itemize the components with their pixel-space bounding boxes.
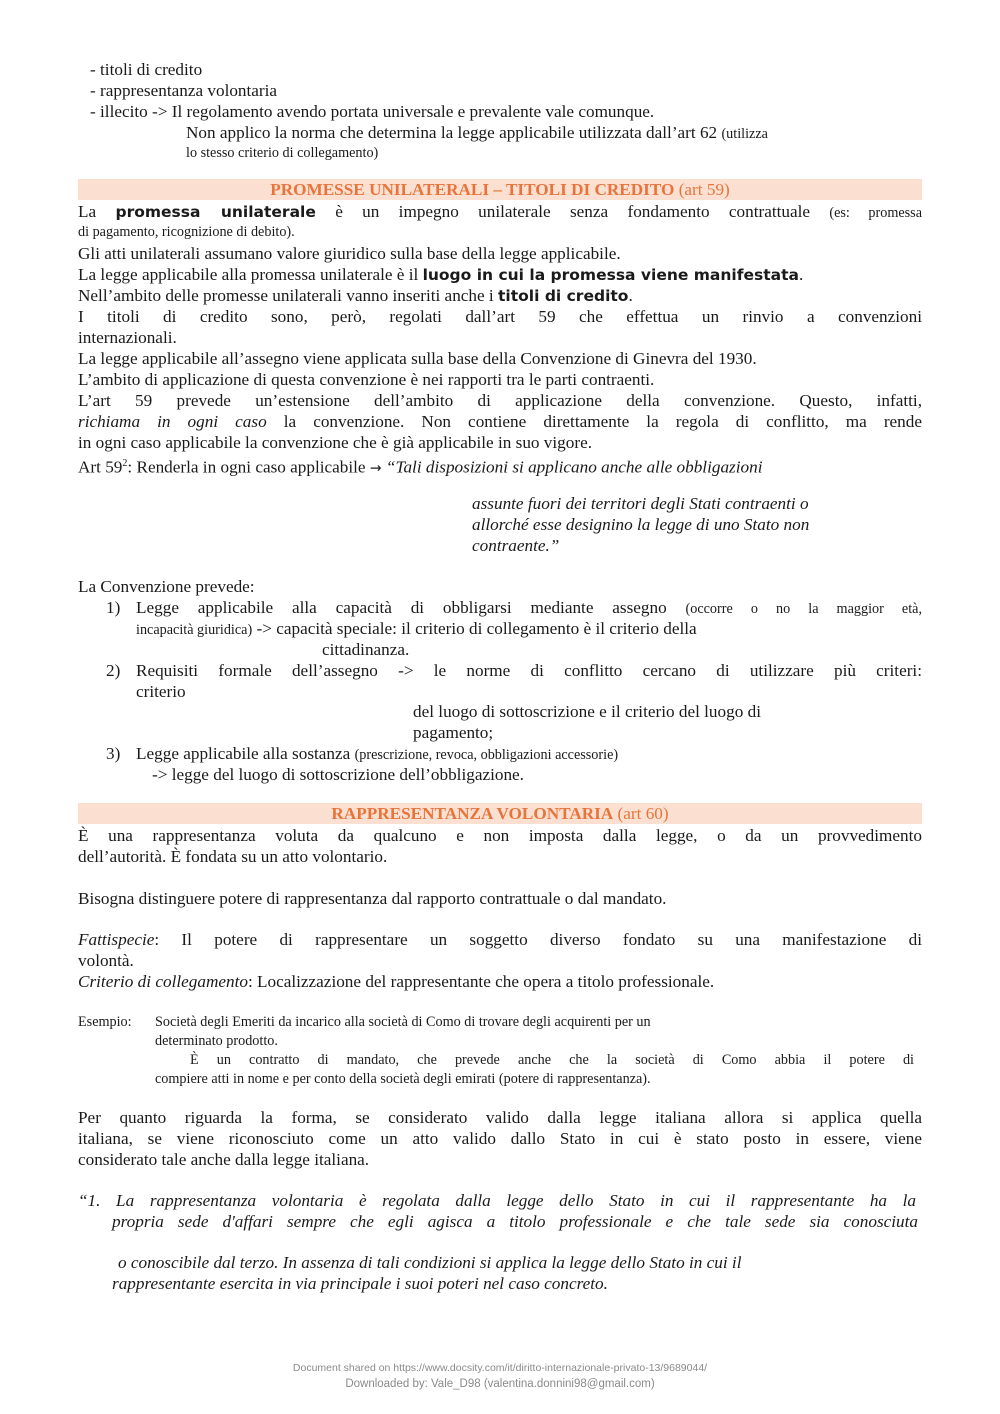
- paragraph-line: I titoli di credito sono, però, regolati dall’art 59 che effettua un rinvio a convenzioni: [78, 307, 922, 326]
- quote-line: rappresentante esercita in via principale i suoi poteri nel caso concreto.: [112, 1274, 608, 1293]
- list-item: - titoli di credito: [90, 60, 203, 79]
- section-article-ref: (art 59): [678, 180, 730, 199]
- example-line: È un contratto di mandato, che prevede anche che la società di Como abbia il potere di: [190, 1052, 914, 1068]
- list-item: - rappresentanza volontaria: [90, 81, 278, 100]
- paragraph-line: È una rappresentanza voluta da qualcuno e non imposta dalla legge, o da un provvedimento: [78, 826, 922, 845]
- list-item-continuation: lo stesso criterio di collegamento): [186, 145, 379, 161]
- arrow-right-icon: →: [369, 460, 382, 477]
- paragraph-line: richiama in ogni caso la convenzione. Non contiene direttamente la regola di conflitto, ma rende: [78, 412, 922, 431]
- paragraph-line: Nell’ambito delle promesse unilaterali vanno inseriti anche i titoli di credito.: [78, 286, 633, 305]
- example-label: Esempio:: [78, 1014, 132, 1030]
- list-item: Legge applicabile alla capacità di obbligarsi mediante assegno (occorre o no la maggior età,: [136, 598, 922, 617]
- section-article-ref: (art 60): [617, 804, 669, 823]
- paragraph-line: La Convenzione prevede:: [78, 577, 255, 596]
- paragraph-line: di pagamento, ricognizione di debito).: [78, 224, 295, 240]
- example-line: Società degli Emeriti da incarico alla società di Como di trovare degli acquirenti per un: [155, 1014, 651, 1030]
- example-line: determinato prodotto.: [155, 1033, 278, 1049]
- paragraph-line: L’ambito di applicazione di questa convenzione è nei rapporti tra le parti contraenti.: [78, 370, 655, 389]
- list-number: 2): [106, 661, 121, 680]
- bold-term: titoli di credito: [498, 287, 629, 305]
- paragraph-line: dell’autorità. È fondata su un atto volontario.: [78, 847, 388, 866]
- section-title: PROMESSE UNILATERALI – TITOLI DI CREDITO: [270, 180, 675, 199]
- list-item: - illecito -> Il regolamento avendo portata universale e prevalente vale comunque.: [90, 102, 655, 121]
- list-item-continuation: cittadinanza.: [322, 640, 410, 659]
- paragraph-line: Per quanto riguarda la forma, se considerato valido dalla legge italiana allora si applica quella: [78, 1108, 922, 1127]
- paragraph-line: internazionali.: [78, 328, 177, 347]
- section-title: RAPPRESENTANZA VOLONTARIA: [331, 804, 614, 823]
- bold-term: promessa unilaterale: [115, 203, 316, 221]
- list-item-continuation: pagamento;: [413, 723, 494, 742]
- paragraph-line: La promessa unilaterale è un impegno unilaterale senza fondamento contrattuale (es: promessa: [78, 202, 923, 221]
- list-item-continuation: criterio: [136, 682, 186, 701]
- list-item-continuation: Non applico la norma che determina la legge applicabile utilizzata dall’art 62 (utilizza: [186, 123, 768, 142]
- bold-term: luogo in cui la promessa viene manifestata: [422, 266, 799, 284]
- paragraph-line: Criterio di collegamento: Localizzazione del rappresentante che opera a titolo professionale.: [78, 972, 715, 991]
- section-heading: [78, 803, 922, 824]
- paragraph-line: Art $59^2$: Renderla in ogni caso applicabile → “Tali disposizioni si applicano anche alle obbligazioni: [78, 457, 763, 477]
- paragraph-line: considerato tale anche dalla legge italiana.: [78, 1150, 370, 1169]
- paragraph-line: La legge applicabile all’assegno viene applicata sulla base della Convenzione di Ginevra del 1930.: [78, 349, 757, 368]
- list-item-continuation: del luogo di sottoscrizione e il criterio del luogo di: [413, 702, 761, 721]
- section-heading: [78, 179, 922, 200]
- paragraph-line: Bisogna distinguere potere di rappresentanza dal rapporto contrattuale o dal mandato.: [78, 889, 667, 908]
- list-number: 1): [106, 598, 121, 617]
- paragraph-line: L’art 59 prevede un’estensione dell’ambito di applicazione della convenzione. Questo, infatti,: [78, 391, 922, 410]
- list-item: Legge applicabile alla sostanza (prescrizione, revoca, obbligazioni accessorie): [136, 744, 619, 763]
- example-line: compiere atti in nome e per conto della società degli emirati (potere di rappresentanza).: [155, 1071, 651, 1087]
- footer-download-note: Downloaded by: Vale_D98 (valentina.donnini98@gmail.com): [345, 1378, 655, 1390]
- list-number: 3): [106, 744, 121, 763]
- quote-line: “1. La rappresentanza volontaria è regolata dalla legge dello Stato in cui il rappresentante ha la: [78, 1191, 916, 1210]
- list-item-continuation: incapacità giuridica) -> capacità speciale: il criterio di collegamento è il criterio della: [136, 619, 697, 638]
- list-item: Requisiti formale dell’assegno -> le norme di conflitto cercano di utilizzare più criteri:: [136, 661, 922, 680]
- paragraph-line: La legge applicabile alla promessa unilaterale è il luogo in cui la promessa viene manifestata.: [78, 265, 804, 284]
- paragraph-line: Gli atti unilaterali assumano valore giuridico sulla base della legge applicabile.: [78, 244, 621, 263]
- quote-line: o conoscibile dal terzo. In assenza di tali condizioni si applica la legge dello Stato in cui il: [118, 1253, 742, 1272]
- footer-shared-note: Document shared on https://www.docsity.com/it/diritto-internazionale-privato-13/9689044/: [292, 1362, 708, 1374]
- paragraph-line: italiana, se viene riconosciuto come un atto valido dallo Stato in cui è stato posto in essere, viene: [78, 1129, 922, 1148]
- paragraph-line: Fattispecie: Il potere di rappresentare un soggetto diverso fondato su una manifestazione di: [78, 930, 922, 949]
- quote-line: assunte fuori dei territori degli Stati contraenti o: [472, 494, 809, 513]
- list-item-continuation: -> legge del luogo di sottoscrizione dell’obbligazione.: [152, 765, 524, 784]
- paragraph-line: in ogni caso applicabile la convenzione che è già applicabile in suo vigore.: [78, 433, 593, 452]
- quote-line: contraente.”: [472, 536, 560, 555]
- quote-line: propria sede d'affari sempre che egli agisca a titolo professionale e che tale sede sia conosciuta: [112, 1212, 918, 1231]
- paragraph-line: volontà.: [78, 951, 134, 970]
- quote-line: allorché esse designino la legge di uno Stato non: [472, 515, 810, 534]
